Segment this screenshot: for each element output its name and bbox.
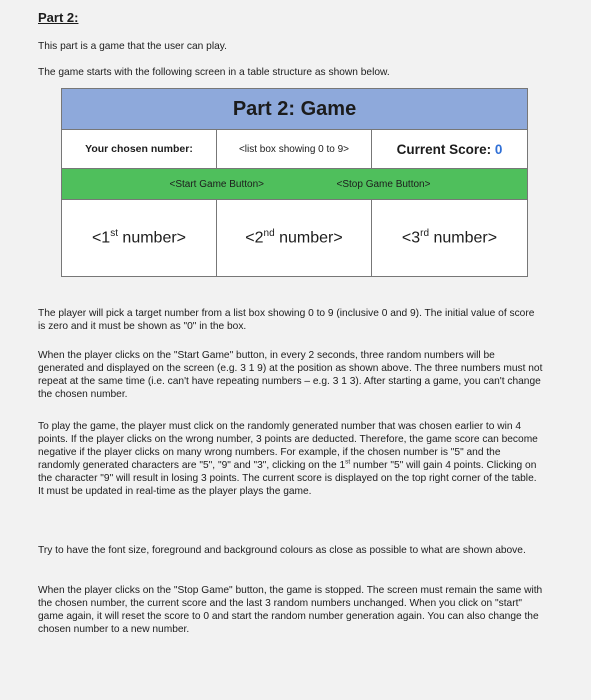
game-table	[61, 88, 528, 277]
score-value: 0	[494, 141, 503, 157]
number-3-prefix: <3	[401, 229, 421, 247]
paragraph-gameplay	[38, 420, 543, 498]
gameplay-text-b: number "5" will gain 4 points. Clicking on the character "9" will result in losing 3 points. The current score is displayed on the top right corner of the table. It must be updated in real-time as the player plays the game.	[38, 460, 537, 497]
stop-game-button[interactable]	[336, 169, 528, 200]
number-1-suffix: number>	[117, 229, 187, 247]
gameplay-sup: st	[345, 458, 351, 466]
game-title: Part 2: Game	[62, 89, 528, 130]
paragraph-styling: Try to have the font size, foreground and background colours as close as possible to what are shown above.	[38, 545, 526, 556]
random-number-1[interactable]	[62, 200, 217, 277]
number-3-suffix: number>	[429, 229, 498, 247]
chosen-number-label: Your chosen number:	[62, 130, 217, 169]
current-score	[372, 130, 528, 169]
random-number-3[interactable]	[372, 200, 528, 277]
stop-game-button-label: <Stop Game Button>	[336, 178, 431, 190]
start-game-button[interactable]: <Start Game Button>	[62, 169, 372, 200]
section-heading: Part 2:	[38, 10, 79, 25]
paragraph-score-intro: The player will pick a target number from a list box showing 0 to 9 (inclusive 0 and 9). The initial value of score is zero and it must be shown as "0" in the box.	[38, 308, 535, 332]
gameplay-text-a: To play the game, the player must click on the randomly generated number that was chosen earlier to win 4 points. If the player clicks on the wrong number, 3 points are deducted. Therefore, the game score can become negative if the player clicks on many wrong numbers. For example, if the chosen number is "5" and the randomly generated characters are "5", "9" and "3", clicking on the 1	[38, 421, 538, 471]
number-1-prefix: <1	[91, 229, 111, 247]
number-3-sup: rd	[420, 228, 430, 240]
number-2-prefix: <2	[245, 229, 264, 247]
intro-line-2: The game starts with the following screen in a table structure as shown below.	[38, 67, 390, 78]
score-label: Current Score:	[396, 141, 495, 157]
number-2-sup: nd	[263, 228, 275, 240]
number-2-suffix: number>	[274, 229, 343, 247]
number-list-box[interactable]: <list box showing 0 to 9>	[217, 130, 372, 169]
intro-line-1: This part is a game that the user can play.	[38, 41, 227, 52]
paragraph-stop-game: When the player clicks on the "Stop Game" button, the game is stopped. The screen must remain the same with the chosen number, the current score and the last 3 random numbers unchanged. When you click on "start" game again, it will reset the score to 0 and start the random number generation again. You can also change the chosen number to a new number.	[38, 585, 543, 635]
random-number-2[interactable]	[217, 200, 372, 277]
paragraph-start-game: When the player clicks on the "Start Game" button, in every 2 seconds, three random numbers will be generated and displayed on the screen (e.g. 3 1 9) at the position as shown above. The three numbers must not repeat at the same time (i.e. can't have repeating numbers – e.g. 3 1 3). After starting a game, you can't change the chosen number.	[38, 350, 543, 400]
number-1-sup: st	[110, 228, 118, 240]
